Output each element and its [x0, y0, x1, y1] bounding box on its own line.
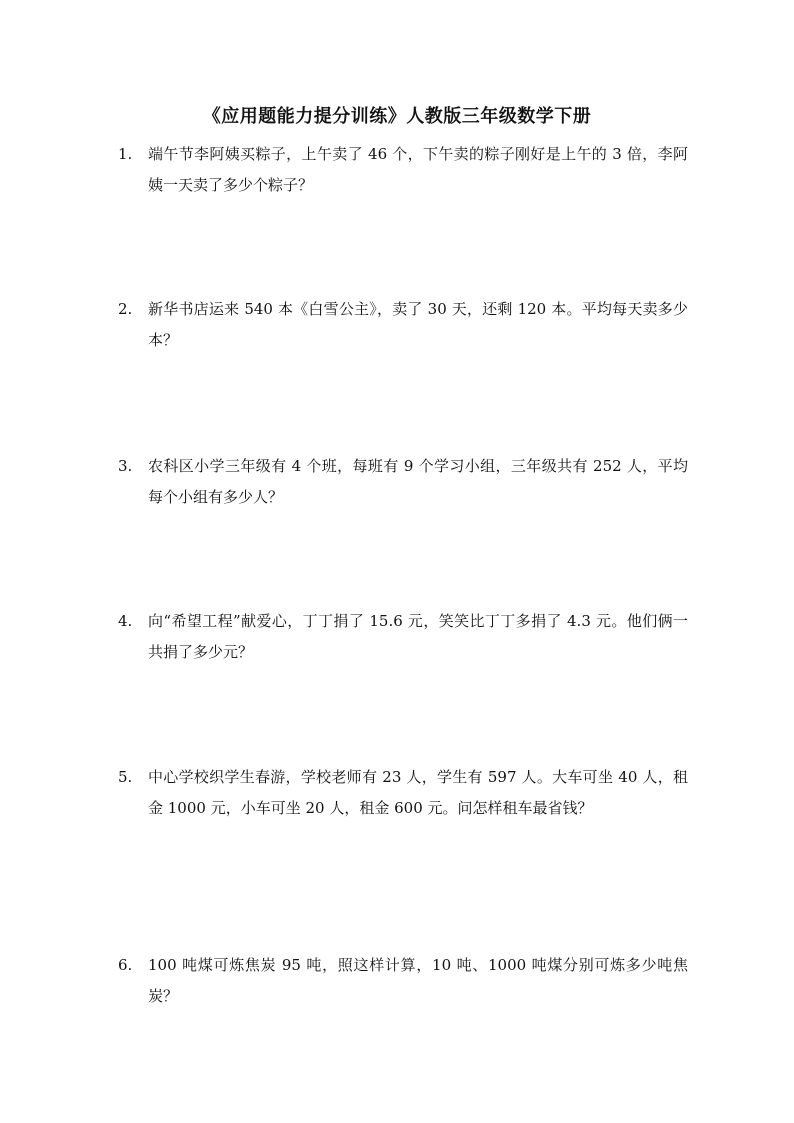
- question-item: [118, 294, 688, 356]
- question-number: 2.: [118, 300, 133, 318]
- question-text: 100 吨煤可炼焦炭 95 吨，照这样计算，10 吨、1000 吨煤分别可炼多少吨焦炭？: [148, 956, 688, 1005]
- question-number: 5.: [118, 768, 133, 786]
- page-title: 《应用题能力提分训练》人教版三年级数学下册: [202, 106, 592, 127]
- question-number: 4.: [118, 612, 133, 630]
- question-text: 中心学校织学生春游，学校老师有 23 人，学生有 597 人。大车可坐 40 人，租金 1000 元，小车可坐 20 人，租金 600 元。问怎样租车最省钱？: [148, 768, 688, 817]
- question-number: 1.: [118, 145, 133, 163]
- question-item: [118, 762, 688, 824]
- question-number: 6.: [118, 956, 133, 974]
- question-item: [118, 950, 688, 1012]
- question-text: 新华书店运来 540 本《白雪公主》，卖了 30 天，还剩 120 本。平均每天卖多少本？: [148, 300, 688, 349]
- question-text: 农科区小学三年级有 4 个班，每班有 9 个学习小组，三年级共有 252 人，平均每个小组有多少人？: [148, 457, 688, 506]
- question-item: [118, 139, 688, 201]
- question-text: 端午节李阿姨买粽子，上午卖了 46 个，下午卖的粽子刚好是上午的 3 倍，李阿姨一天卖了多少个粽子？: [148, 145, 688, 194]
- question-item: [118, 606, 688, 668]
- question-item: [118, 451, 688, 513]
- question-number: 3.: [118, 457, 133, 475]
- question-text: 向“希望工程”献爱心，丁丁捐了 15.6 元，笑笑比丁丁多捐了 4.3 元。他们俩一共捐了多少元？: [148, 612, 688, 661]
